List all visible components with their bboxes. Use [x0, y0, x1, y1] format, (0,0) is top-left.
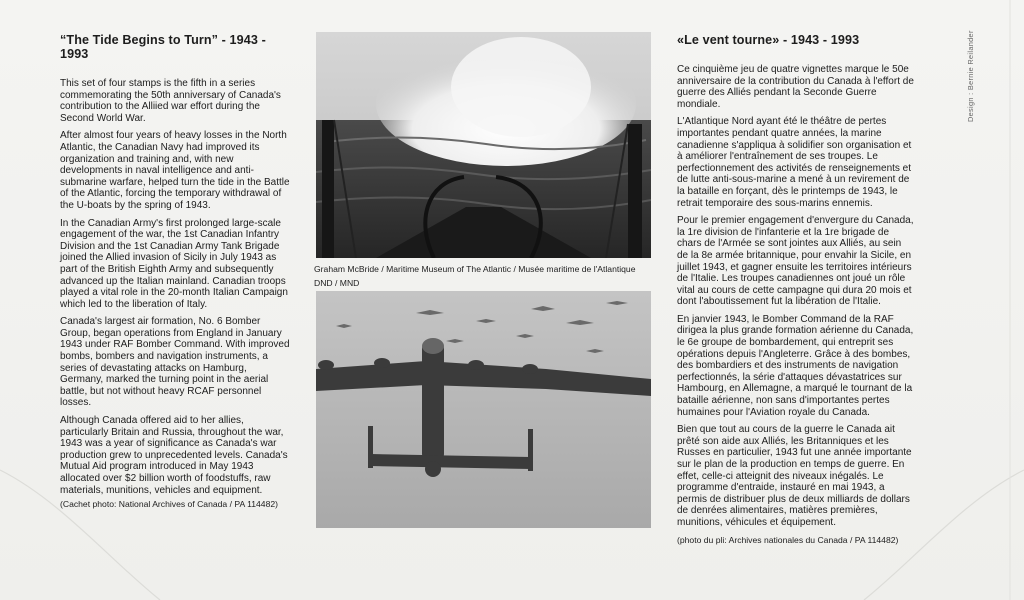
french-photo-credit: (photo du pli: Archives nationales du Canada / PA 114482) [677, 534, 899, 545]
french-title: «Le vent tourne» - 1943 - 1993 [677, 33, 860, 47]
english-paragraph-3: In the Canadian Army's first prolonged large-scale engagement of the war, the 1st Canadian Infantry Division and the 1st Canadian Army Tank Brigade joined the Allied invasion of Sicily in July 1943 as part of the British Eighth Army and subsequently advanced up the Italian mainland. Canadian troops played a vital role in the 20-month Italian Campaign which led to the liberation of Italy. [60, 217, 288, 310]
english-paragraph-4: Canada's largest air formation, No. 6 Bomber Group, began operations from England in January 1943 under RAF Bomber Command. With improved bombs, bombers and navigation instruments, a series of devastating attacks on Hamburg, Germany, marked the turning point in the aerial battle, but not without heavy RCAF personnel losses. [60, 316, 290, 409]
french-paragraph-2: L'Atlantique Nord ayant été le théâtre de pertes importantes pendant quatre années, la marine canadienne s'appliqua à solidifier son organisation et à améliorer l'entraînement de ses troupes. Le perfectionnement des activités de renseignements et de lutte anti-sous-marine a mené à un revirement de la bataille en forçant, dès le printemps de 1943, le retrait temporaire des sous-marins ennemis. [677, 116, 912, 209]
english-paragraph-5: Although Canada offered aid to her allies, particularly Britain and Russia, throughout the war, 1943 was a year of significance as Canada's war production grew to unprecedented levels. Canada's Mutual Aid program introduced in May 1943 allocated over $2 billion worth of foodstuffs, raw materials, munitions, vehicles and equipment. [60, 415, 288, 496]
lancaster-bomber-photo [316, 291, 651, 528]
design-credit: Design : Bernie Reilander [966, 30, 975, 122]
naval-depth-charge-photo [316, 32, 651, 258]
photo-caption-2: DND / MND [314, 278, 360, 288]
photo-caption-1: Graham McBride / Maritime Museum of The Atlantic / Musée maritime de l'Atlantique [314, 264, 636, 274]
french-column [677, 33, 915, 551]
english-paragraph-1: This set of four stamps is the fifth in a series commemorating the 50th anniversary of Canada's contribution to the Alliied war effort during the Second World War. [60, 78, 281, 124]
french-paragraph-4: En janvier 1943, le Bomber Command de la RAF dirigea la plus grande formation aérienne du Canada, le 6e groupe de bombardement, qui entreprit ses opérations depuis l'Angleterre. Grâce à des bombes, des bombardiers et des instruments de navigation perfectionnés, la série d'attaques dévastatrices sur Hambourg, en Allemagne, a marqué le tournant de la bataille aérienne, non sans d'importantes pertes humaines pour l'Aviation royale du Canada. [677, 313, 914, 418]
french-paragraph-5: Bien que tout au cours de la guerre le Canada ait prêté son aide aux Alliés, les Britanniques et les Russes en particulier, 1943 fut une année importante sur le plan de la production en temps de guerre. En effet, celle-ci atteignit des niveaux inégalés. Le programme d'entraide, instauré en mai 1943, a permis de distribuer plus de deux milliards de dollars de denrées alimentaires, matières premières, munitions, véhicules et équipement. [677, 424, 912, 528]
english-column [60, 33, 292, 515]
english-paragraph-2: After almost four years of heavy losses in the North Atlantic, the Canadian Navy had improved its organization and training and, with new developments in naval intelligence and anti-submarine warfare, helped turn the tide in the Battle of the Atlantic, forcing the temporary withdrawal of the U-boats by the spring of 1943. [60, 130, 290, 211]
french-paragraph-1: Ce cinquième jeu de quatre vignettes marque le 50e anniversaire de la contribution du Canada à l'effort de guerre des Alliés pendant la Seconde Guerre mondiale. [677, 64, 914, 110]
english-title: “The Tide Begins to Turn” - 1943 - 1993 [60, 33, 266, 61]
english-photo-credit: (Cachet photo: National Archives of Canada / PA 114482) [60, 499, 279, 510]
french-paragraph-3: Pour le premier engagement d'envergure du Canada, la 1re division de l'infanterie et la 1re brigade de chars de l'Armée se sont jointes aux Alliés, au sein de la 8e armée britannique, pour envahir la Sicile, en juillet 1943, et gagner ensuite les territoires intérieurs de l'Italie. Les troupes canadiennes ont joué un rôle vital au cours de cette campagne qui dura 20 mois et dont l'aboutissement fut la libération de l'Italie. [677, 215, 914, 308]
